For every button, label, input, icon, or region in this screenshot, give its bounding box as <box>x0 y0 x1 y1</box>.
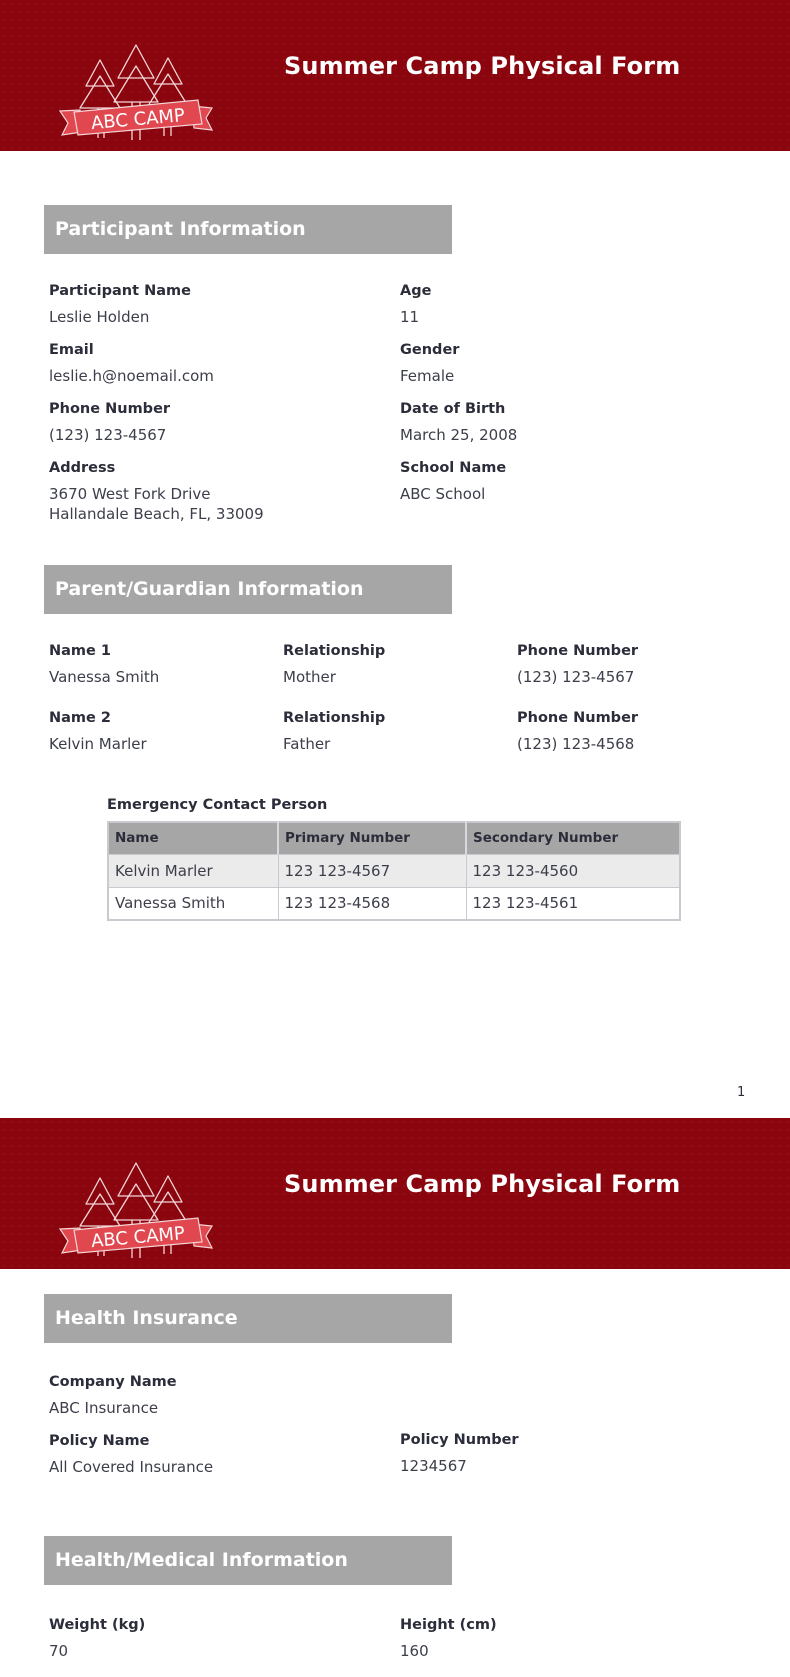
form-title: Summer Camp Physical Form <box>284 52 681 80</box>
field-label: Relationship <box>283 643 386 659</box>
field-label: Phone Number <box>49 401 171 417</box>
field-gender <box>400 341 459 386</box>
field-guardian-2-name <box>49 709 147 754</box>
form-title: Summer Camp Physical Form <box>284 1170 681 1198</box>
field-label: Relationship <box>283 710 386 726</box>
table-row <box>108 887 680 920</box>
field-guardian-1-name <box>49 642 159 687</box>
field-label: Height (cm) <box>400 1617 497 1633</box>
field-label: Phone Number <box>517 643 639 659</box>
field-date-of-birth <box>400 400 517 445</box>
cell-secondary-number: 123 123-4560 <box>466 854 680 887</box>
field-weight <box>49 1616 145 1661</box>
field-label: Date of Birth <box>400 401 506 417</box>
section-parent-guardian-information: Parent/Guardian Information <box>44 565 452 614</box>
field-value: 11 <box>400 308 420 326</box>
field-value: Leslie Holden <box>49 308 150 326</box>
field-label: Email <box>49 342 94 358</box>
field-label: Policy Name <box>49 1433 150 1449</box>
field-value: Kelvin Marler <box>49 735 147 753</box>
field-guardian-2-phone <box>517 709 638 754</box>
field-value: All Covered Insurance <box>49 1458 214 1476</box>
field-label: School Name <box>400 460 507 476</box>
field-label: Participant Name <box>49 283 191 299</box>
page-header <box>0 0 790 151</box>
field-label: Name 2 <box>49 710 112 726</box>
field-email <box>49 341 214 386</box>
cell-primary-number: 123 123-4568 <box>278 887 466 920</box>
abc-camp-logo-icon <box>58 1158 214 1264</box>
field-guardian-1-phone <box>517 642 638 687</box>
address-line-1: 3670 West Fork Drive <box>49 485 211 503</box>
column-header-name: Name <box>108 822 278 854</box>
field-value: Vanessa Smith <box>49 668 160 686</box>
field-value: 70 <box>49 1642 69 1660</box>
field-value: Mother <box>283 668 336 686</box>
field-value: Father <box>283 735 331 753</box>
field-value: 160 <box>400 1642 429 1660</box>
field-guardian-2-relationship <box>283 709 385 754</box>
field-value: (123) 123-4567 <box>517 668 635 686</box>
field-address <box>49 459 264 524</box>
field-label: Weight (kg) <box>49 1617 146 1633</box>
page-header <box>0 1118 790 1269</box>
field-label: Gender <box>400 342 460 358</box>
field-value: ABC School <box>400 485 486 503</box>
emergency-contact-heading: Emergency Contact Person <box>107 797 328 813</box>
page-number: 1 <box>737 1085 746 1100</box>
table-row <box>108 854 680 887</box>
cell-name: Vanessa Smith <box>108 887 278 920</box>
field-participant-name <box>49 282 191 327</box>
field-value: (123) 123-4568 <box>517 735 635 753</box>
section-health-medical-information: Health/Medical Information <box>44 1536 452 1585</box>
field-value: (123) 123-4567 <box>49 426 167 444</box>
field-value: leslie.h@noemail.com <box>49 367 214 385</box>
field-value: March 25, 2008 <box>400 426 518 444</box>
cell-primary-number: 123 123-4567 <box>278 854 466 887</box>
field-label: Company Name <box>49 1374 177 1390</box>
field-label: Name 1 <box>49 643 112 659</box>
address-line-2: Hallandale Beach, FL, 33009 <box>49 505 264 523</box>
abc-camp-logo-icon <box>58 40 214 146</box>
emergency-contact-table <box>107 821 681 921</box>
svg-text:ABC CAMP: ABC CAMP <box>90 1222 186 1253</box>
section-health-insurance: Health Insurance <box>44 1294 452 1343</box>
field-policy-number <box>400 1431 519 1476</box>
cell-name: Kelvin Marler <box>108 854 278 887</box>
field-label: Phone Number <box>517 710 639 726</box>
field-company-name <box>49 1373 177 1418</box>
field-label: Address <box>49 460 116 476</box>
field-school-name <box>400 459 506 504</box>
cell-secondary-number: 123 123-4561 <box>466 887 680 920</box>
field-label: Age <box>400 283 432 299</box>
field-guardian-1-relationship <box>283 642 385 687</box>
table-header-row <box>108 822 680 854</box>
section-participant-information: Participant Information <box>44 205 452 254</box>
column-header-primary-number: Primary Number <box>278 822 466 854</box>
field-age <box>400 282 431 327</box>
field-value: ABC Insurance <box>49 1399 159 1417</box>
column-header-secondary-number: Secondary Number <box>466 822 680 854</box>
field-phone-number <box>49 400 170 445</box>
svg-text:ABC CAMP: ABC CAMP <box>90 104 186 135</box>
field-policy-name <box>49 1432 213 1477</box>
field-value: Female <box>400 367 455 385</box>
field-label: Policy Number <box>400 1432 519 1448</box>
field-height <box>400 1616 497 1661</box>
field-value: 1234567 <box>400 1457 467 1475</box>
